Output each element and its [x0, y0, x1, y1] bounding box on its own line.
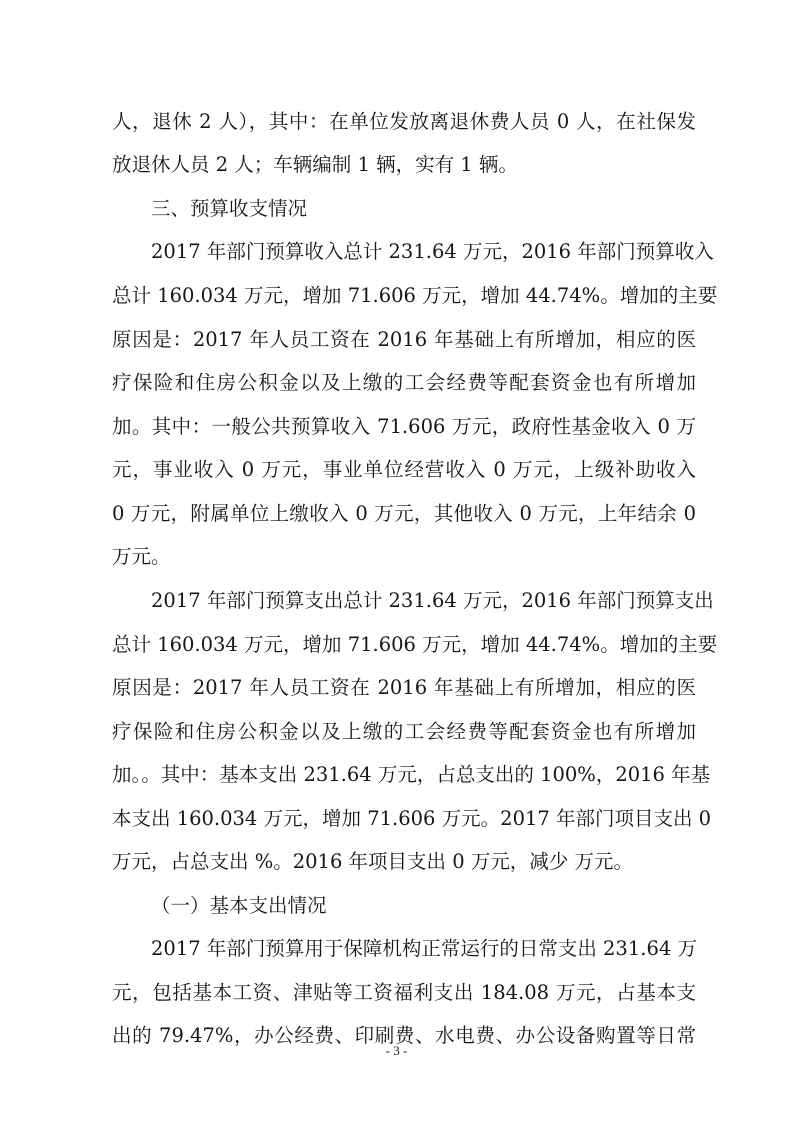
paragraph-line: 总计 160.034 万元，增加 71.606 万元，增加 44.74%。增加的主要	[112, 633, 718, 656]
paragraph-line: 出的 79.47%，办公经费、印刷费、水电费、办公设备购置等日常	[112, 1024, 696, 1047]
paragraph-line: 原因是：2017 年人员工资在 2016 年基础上有所增加，相应的医	[112, 676, 696, 699]
paragraph-line: 元，包括基本工资、津贴等工资福利支出 184.08 万元，占基本支	[112, 981, 696, 1004]
paragraph-line: 2017 年部门预算收入总计 231.64 万元，2016 年部门预算收入	[151, 240, 714, 263]
paragraph-line: 2017 年部门预算用于保障机构正常运行的日常支出 231.64 万	[151, 937, 697, 960]
page-number: - 3 -	[385, 1043, 408, 1058]
paragraph-line: 2017 年部门预算支出总计 231.64 万元，2016 年部门预算支出	[151, 589, 714, 612]
paragraph-line: 0 万元，附属单位上缴收入 0 万元，其他收入 0 万元，上年结余 0	[112, 502, 696, 525]
section-heading: 三、预算收支情况	[151, 197, 308, 220]
paragraph-line: 万元。	[112, 545, 171, 568]
paragraph-line: 疗保险和住房公积金以及上缴的工会经费等配套资金也有所增加	[112, 720, 696, 743]
body-line: 人，退休 2 人），其中：在单位发放离退休费人员 0 人，在社保发	[112, 110, 696, 133]
paragraph-line: 万元，占总支出 %。2016 年项目支出 0 万元，减少 万元。	[112, 850, 634, 873]
paragraph-line: 加。。其中：基本支出 231.64 万元，占总支出的 100%，2016 年基	[112, 763, 711, 786]
body-line: 放退休人员 2 人；车辆编制 1 辆，实有 1 辆。	[112, 153, 518, 176]
paragraph-line: 疗保险和住房公积金以及上缴的工会经费等配套资金也有所增加	[112, 371, 696, 394]
paragraph-line: 原因是：2017 年人员工资在 2016 年基础上有所增加，相应的医	[112, 328, 696, 351]
paragraph-line: 本支出 160.034 万元，增加 71.606 万元。2017 年部门项目支出 0	[112, 807, 712, 830]
subsection-heading: （一）基本支出情况	[151, 894, 327, 917]
paragraph-line: 总计 160.034 万元，增加 71.606 万元，增加 44.74%。增加的主要	[112, 284, 718, 307]
paragraph-line: 元，事业收入 0 万元，事业单位经营收入 0 万元，上级补助收入	[112, 458, 696, 481]
paragraph-line: 加。其中：一般公共预算收入 71.606 万元，政府性基金收入 0 万	[112, 415, 696, 438]
